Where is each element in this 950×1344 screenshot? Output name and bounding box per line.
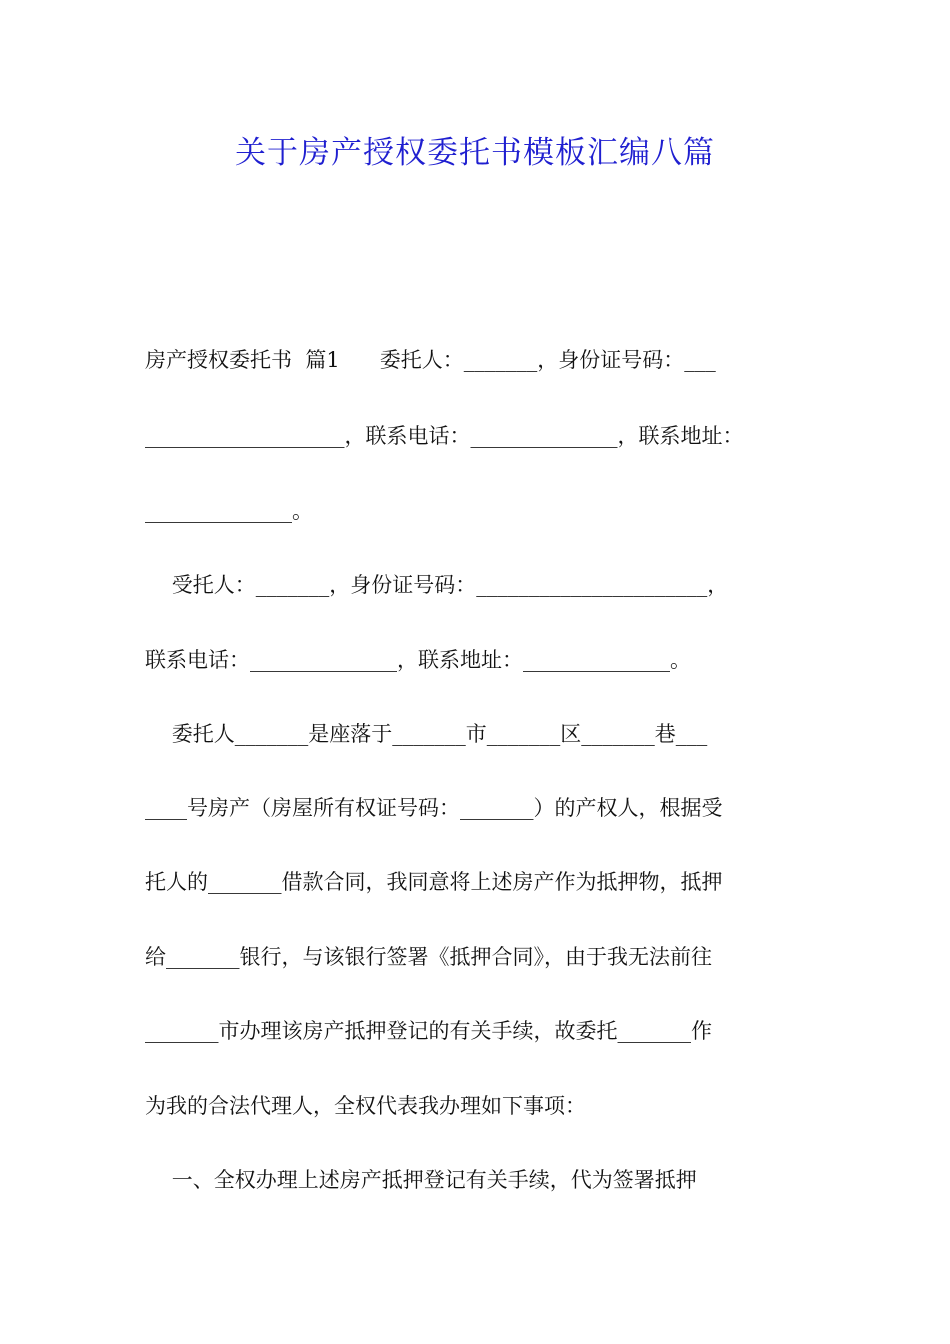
body-line-3: ______________。 <box>145 499 313 523</box>
body-line-10: _______市办理该房产抵押登记的有关手续，故委托_______作 <box>145 1019 712 1043</box>
body-line-2: ___________________，联系电话：______________，联系地址： <box>145 424 744 448</box>
body-line-7: ____号房产（房屋所有权证号码：_______）的产权人，根据受 <box>145 796 723 820</box>
body-line-11: 为我的合法代理人，全权代表我办理如下事项： <box>145 1094 586 1118</box>
document-title: 关于房产授权委托书模板汇编八篇 <box>235 135 715 171</box>
body-line-12: 一、全权办理上述房产抵押登记有关手续，代为签署抵押 <box>145 1168 697 1192</box>
body-line-8: 托人的_______借款合同，我同意将上述房产作为抵押物，抵押 <box>145 870 723 894</box>
body-line-6: 委托人_______是座落于_______市_______区_______巷___ <box>145 722 708 746</box>
body-line-5: 联系电话：______________，联系地址：______________。 <box>145 648 691 672</box>
body-line-9: 给_______银行，与该银行签署《抵押合同》，由于我无法前往 <box>145 945 712 969</box>
body-line-4: 受托人：_______，身份证号码：______________________， <box>145 573 729 597</box>
body-line-1: 房产授权委托书 篇1 委托人：_______，身份证号码：___ <box>145 348 716 372</box>
